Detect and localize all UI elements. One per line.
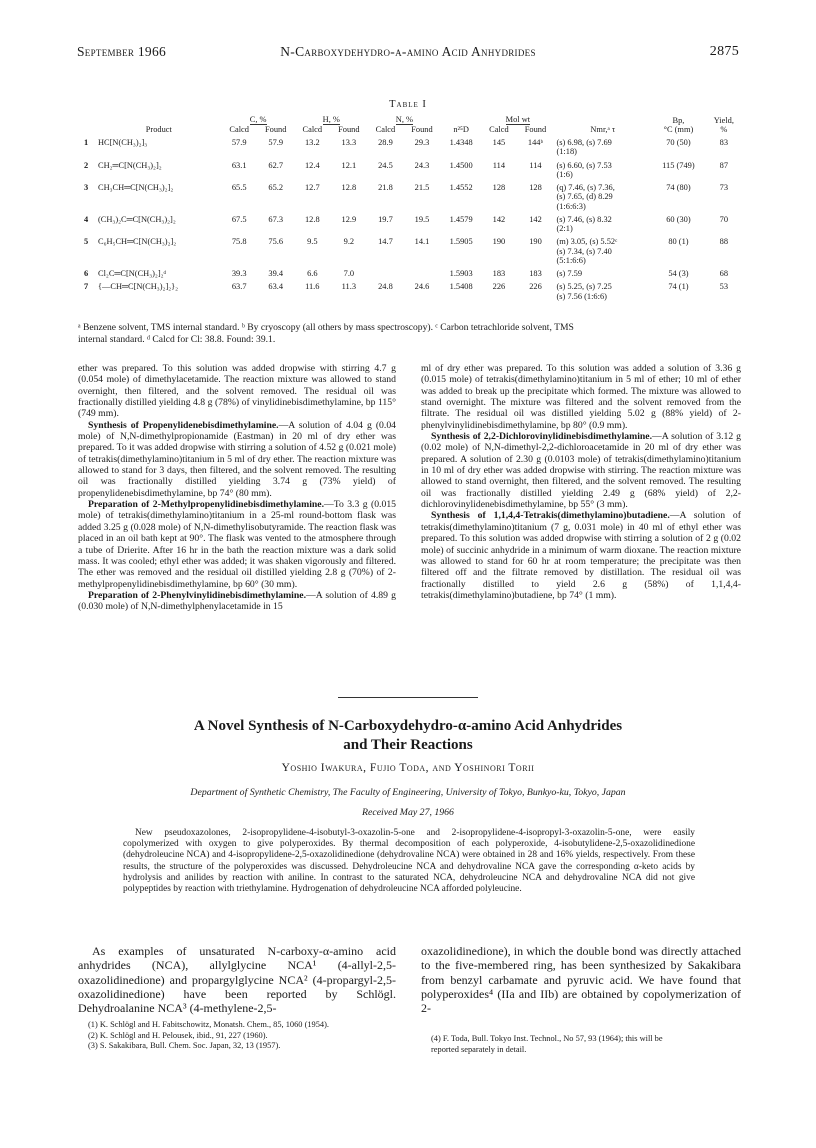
cell-n-calcd: 19.7 [378,214,393,224]
section-heading: Synthesis of 1,1,4,4-Tetrakis(dimethylamino)butadiene. [431,510,670,522]
header-c-calcd: Calcd [229,125,249,134]
cell-n-calcd: 24.5 [378,160,393,170]
reference-item: (4) F. Toda, Bull. Tokyo Inst. Technol., No 57, 93 (1964); this will be [431,1034,663,1043]
cell-c-found: 67.3 [268,214,284,224]
right-text-column [421,363,741,601]
cell-c-calcd: 57.9 [231,138,247,148]
cell-nmr [554,179,651,211]
cell-n-found: 14.1 [414,237,430,247]
nmr-line: (s) 6.98, (s) 7.69 [556,138,612,148]
cell-mw-found: 114 [529,160,542,170]
cell-h-calcd: 12.4 [304,160,320,170]
cell-nmr [554,134,651,156]
article-title-line: and Their Reactions [343,737,473,753]
table-body [82,134,742,301]
cell-n-found: 19.5 [414,214,430,224]
cell-nd: 1.4500 [449,160,473,170]
nmr-line: (s) 6.60, (s) 7.53 [556,160,612,170]
product-formula: C₆H₅CH═C[N(CH₃)₂]₂ [98,237,177,247]
cell-c-found: 57.9 [268,138,284,148]
cell-h-calcd: 12.8 [304,214,320,224]
nmr-line: (1:6) [556,169,573,179]
cell-n-calcd: 28.9 [378,138,393,148]
cell-n-found: 21.5 [414,183,430,193]
reference-item: (2) K. Schlögl and H. Pelousek, ibid., 91, 227 (1960). [88,1030,268,1040]
product-formula: HC[N(CH₃)₂]₃ [98,138,148,148]
cell-yield: 53 [719,282,729,292]
cell-n-found: 24.6 [414,282,430,292]
group-header-h: H, % [322,115,340,124]
reference-item: (3) S. Sakakibara, Bull. Chem. Soc. Japan, 32, 13 (1957). [88,1041,281,1050]
nmr-line: (s) 7.46, (s) 8.32 [556,214,612,224]
product-formula: {—CH═C[N(CH₃)₂]₂}₂ [98,282,179,292]
nmr-line: (2:1) [556,224,573,234]
product-formula: Cl₂C═C[N(CH₃)₂]₂ᵈ [98,269,167,279]
header-mw-found: Found [524,125,547,134]
header-bp-unit: °C (mm) [663,125,694,134]
cell-yield: 83 [719,138,729,148]
article-authors: Yoshio Iwakura, Fujio Toda, and Yoshinori Torii [281,762,535,774]
cell-h-found: 12.9 [341,214,357,224]
header-yield: Yield, [713,115,734,125]
product-formula: CH₃CH═C[N(CH₃)₂]₂ [98,183,174,193]
cell-mw-found: 142 [529,214,542,224]
cell-c-calcd: 67.5 [231,214,247,224]
header-c-found: Found [265,125,287,134]
cell-c-calcd: 75.8 [231,237,247,247]
reference-item: (1) K. Schlögl and H. Fabitschowitz, Monatsh. Chem., 85, 1060 (1954). [88,1020,329,1029]
cell-c-found: 75.6 [268,237,284,247]
references-right [431,1034,743,1055]
paragraph [78,590,396,613]
cell-bp: 70 (50) [666,138,691,148]
nmr-line: (m) 3.05, (s) 5.52ᶜ [556,237,618,247]
cell-h-found: 13.3 [341,138,357,148]
cell-n-calcd: 14.7 [378,237,393,247]
table-row [82,179,742,211]
references-left [88,1020,398,1052]
table-row [82,157,742,179]
cell-mw-found: 183 [529,269,542,279]
row-index: 3 [84,183,89,193]
section-heading: Preparation of 2-Phenylvinylidinebisdimethylamine. [88,589,306,601]
cell-mw-calcd: 190 [492,237,506,247]
table-footnote-line: ᵃ Benzene solvent, TMS internal standard. ᵇ By cryoscopy (all others by mass spectroscopy). ᶜ Carbon tetrachloride solvent, TMS [78,322,574,333]
cell-c-found: 65.2 [268,183,284,193]
cell-nmr [554,278,651,300]
paragraph-text: —To 3.3 g (0.015 mole) of tetrakis(dimethylamino)titanium in a 25-ml round-bottom flask was added 3.25 g (0.028 mole) of N,N-dimethylisobutyramide. The reaction flask was placed in an oil bath kept at 90°. The flask was vented to the atmosphere through a tube of Drierite. After 16 hr in the bath the reaction mixture was a dark solid mass. It was cooled; ethyl ether was added; it was shaken vigorously and filtered. The ether was removed and the residual oil distilled yielding 2.8 g (70%) of 2-methylpropenylidinebisdimethylamine, bp 60° (30 mm). [78,499,397,590]
cell-bp: 60 (30) [666,214,691,224]
section-heading: Preparation of 2-Methylpropenylidinebisdimethylamine. [88,499,325,511]
cell-h-found: 12.8 [341,183,357,193]
paragraph [78,420,396,499]
cell-mw-calcd: 183 [492,269,506,279]
product-formula: CH₂═C[N(CH₃)₂]₂ [98,160,162,170]
cell-mw-found: 226 [529,282,542,292]
nmr-line: (1:6:6:3) [556,201,586,211]
group-header-mol: Mol wt [505,115,531,124]
header-nmr: Nmr,ᵃ τ [590,125,616,134]
cell-h-calcd: 11.6 [305,282,320,292]
paragraph [421,431,741,510]
cell-n-found: 24.3 [414,160,430,170]
left-text-column [78,363,396,613]
cell-h-found: 9.2 [343,237,355,247]
nmr-line: (5:1:6:6) [556,255,586,265]
cell-h-found: 12.1 [341,160,357,170]
header-nd: n²⁵D [453,125,469,134]
article-body-left: As examples of unsaturated N-carboxy-α-amino acid anhydrides (NCA), allylglycine NCA¹ (4-allyl-2,5-oxazolidinedione) and propargylglycine NCA² (4-propargyl-2,5-oxazolidinedione) have been reported by Schlögl. Dehydroalanine NCA³ (4-methylene-2,5- [78,944,396,1016]
article-body-right: oxazolidinedione), in which the double bond was directly attached to the five-membered ring, has been synthesized by Sakakibara from benzyl carbamate and pyruvic acid. We have found that polyperoxides⁴ (IIa and IIb) are obtained by copolymerization of 2- [421,944,741,1016]
table-row [82,278,742,300]
cell-nmr [554,211,651,233]
cell-nmr [554,233,651,265]
table-row [82,233,742,265]
paragraph [421,510,741,601]
cell-yield: 73 [719,183,729,193]
nmr-line: (s) 7.34, (s) 7.40 [556,246,612,256]
cell-nd: 1.4552 [449,183,473,193]
cell-c-found: 62.7 [268,160,284,170]
cell-n-calcd: 21.8 [378,183,393,193]
cell-c-found: 39.4 [268,269,284,279]
nmr-line: (1:18) [556,147,577,157]
row-index: 4 [84,214,89,224]
header-n-calcd: Calcd [375,125,396,134]
cell-mw-calcd: 114 [492,160,506,170]
cell-h-calcd: 9.5 [307,237,318,247]
nmr-line: (s) 5.25, (s) 7.25 [556,282,612,292]
row-index: 6 [84,269,89,279]
cell-mw-calcd: 128 [492,183,506,193]
cell-bp: 74 (80) [666,183,691,193]
cell-nmr [554,157,651,179]
cell-h-calcd: 13.2 [304,138,320,148]
cell-yield: 87 [719,160,729,170]
article-abstract: New pseudoxazolones, 2-isopropylidene-4-isobutyl-3-oxazolin-5-one and 2-isopropylidene-4-isopropyl-3-oxazolin-5-one, were easily copolymerized with oxygen to give polyperoxides. By thermal decomposition of each polyperoxide, 4-isobutylidene-2,5-oxazolidinedione (dehydroleucine NCA) and 4-isopropylidene-2,5-oxazolidinedione (dehydrovaline NCA) were obtained in 28 and 16% yields, respectively. From these results, the structure of the polyperoxides was discussed. Dehydroleucine NCA and dehydrovaline NCA gave the corresponding α-keto acids by hydrolysis and anilides by reaction with aniline. In contrast to the saturated NCA, dehydroleucine NCA and dehydrovaline NCA did not give polypeptides by reaction with triethylamine. Hydrogenation of dehydroleucine NCA afforded polyleucine. [123,828,695,895]
table-header-row [82,125,742,134]
cell-c-found: 63.4 [268,282,284,292]
cell-nmr [554,265,651,278]
row-index: 1 [84,138,89,148]
cell-h-calcd: 6.6 [307,269,318,279]
page-number: 2875 [709,44,739,59]
cell-mw-found: 190 [529,237,542,247]
cell-bp: 115 (749) [662,160,695,170]
product-formula: (CH₃)₂C═C[N(CH₃)₂]₂ [98,214,176,224]
cell-nd: 1.5903 [449,269,473,279]
cell-mw-calcd: 145 [492,138,506,148]
paragraph-text: —A solution of 4.04 g (0.04 mole) of N,N-dimethylpropionamide (Eastman) in 20 ml of dry ether was prepared. To it was added dropwise with stirring a solution of 4.52 g (0.021 mole) of tetrakis(dimethylamino)titanium in 5 ml of dry ether. The reaction mixture was allowed to stand for 3 days, then filtered, and the solvent removed. The resulting oil was fractionally distilled yielding 3.74 g (73% yield) of propenylidenebisdimethylamine, bp 74° (80 mm). [78,419,397,499]
cell-c-calcd: 65.5 [231,183,247,193]
running-head-date: September 1966 [77,44,167,59]
nmr-line: (s) 7.59 [556,269,583,279]
header-n-found: Found [411,125,433,134]
cell-h-found: 7.0 [343,269,355,279]
article-affiliation: Department of Synthetic Chemistry, The Faculty of Engineering, University of Tokyo, Bunkyo-ku, Tokyo, Japan [190,787,626,798]
cell-bp: 74 (1) [668,282,689,292]
table-row [82,211,742,233]
cell-nd: 1.5408 [449,282,473,292]
cell-n-calcd: 24.8 [378,282,393,292]
header-h-calcd: Calcd [302,125,323,134]
article-title-line: A Novel Synthesis of N-Carboxydehydro-α-amino Acid Anhydrides [193,718,623,734]
running-head-title: N-Carboxydehydro-α-amino Acid Anhydrides [280,44,536,59]
section-heading: Synthesis of 2,2-Dichlorovinylidinebisdimethylamine. [431,431,652,443]
cell-yield: 70 [719,214,729,224]
cell-n-found: 29.3 [414,138,430,148]
table-row [82,265,742,278]
article-received-date: Received May 27, 1966 [362,807,454,818]
header-bp: Bp, [672,115,685,125]
table-group-header-row [82,115,742,125]
data-table [82,115,742,301]
cell-n-calcd [368,265,403,278]
paragraph: ml of dry ether was prepared. To this solution was added a solution of 3.36 g (0.015 mole) of tetrakis(dimethylamino)titanium in 5 ml of ether; 10 ml of ether was added to break up the precipitate which formed. The mixture was allowed to stand overnight. The mixture was filtered and the solvent removed from the filtrate. The residual oil was distilled yielding 5.02 g (88% yield) of 2-phenylvinylidinebisdimethylamine, bp 80° (0.9 mm). [421,363,741,431]
cell-mw-found: 144ᵇ [527,138,544,148]
group-header-c: C, % [249,115,267,124]
header-product: Product [145,125,172,134]
cell-yield: 68 [719,269,729,279]
nmr-line: (q) 7.46, (s) 7.36, [556,183,615,193]
header-mw-calcd: Calcd [489,125,509,134]
cell-n-found [403,265,441,278]
paragraph-text: —A solution of 3.12 g (0.02 mole) of N,N-dimethyl-2,2-dichloroacetamide in 20 ml of dry ether was prepared. A solution of 2.30 g (0.0103 mole) of tetrakis(dimethylamino)titanium in 10 ml of dry ether was added dropwise with stirring. The reaction mixture was allowed to stand overnight, then filtered, and the solvent removed. The resulting oil was fractionally distilled yielding 2.49 g (68% yield) of 2,2-dichlorovinylidenebisdimethylamine, bp 55° (3 mm). [421,431,741,511]
row-index: 2 [84,160,89,170]
cell-h-found: 11.3 [341,282,357,292]
article-title [60,717,756,755]
cell-nd: 1.4348 [449,138,473,148]
cell-nd: 1.5905 [449,237,473,247]
cell-h-calcd: 12.7 [304,183,320,193]
nmr-line: (s) 7.65, (d) 8.29 [556,192,613,202]
paragraph-text: —A solution of tetrakis(dimethylamino)titanium (7 g, 0.031 mole) in 40 ml of ethyl ether was prepared. To this solution was added dropwise with stirring a solution of 2 g (0.02 mole) of succinic anhydride in a minimum of warm dioxane. The reaction mixture was allowed to stand for 60 hr at room temperature; the precipitate was then filtered off and the filtrate removed by distillation. The residual oil was fractionally distilled to yield 2.6 g (58%) of 1,1,4,4-tetrakis(dimethylamino)butadiene, bp 74° (1 mm). [421,510,741,601]
cell-yield: 88 [719,237,729,247]
cell-bp: 54 (3) [668,269,689,279]
cell-nd: 1.4579 [449,214,473,224]
cell-c-calcd: 63.1 [231,160,247,170]
article-divider [338,697,478,698]
paragraph [78,499,396,590]
cell-mw-found: 128 [529,183,542,193]
nmr-line: (s) 7.56 (1:6:6) [556,291,607,301]
cell-bp: 80 (1) [668,237,689,247]
cell-c-calcd: 39.3 [231,269,247,279]
cell-c-calcd: 63.7 [231,282,247,292]
header-h-found: Found [338,125,360,134]
section-heading: Synthesis of Propenylidenebisdimethylamine. [88,419,279,431]
table-caption: Table I [389,99,427,110]
table-footnotes [78,322,740,346]
table-row [82,134,742,156]
row-index: 7 [84,282,89,292]
header-yield-unit: % [720,125,728,134]
paragraph-text: —A solution of 4.89 g (0.030 mole) of N,N-dimethylphenylacetamide in 15 [78,589,396,613]
cell-mw-calcd: 142 [492,214,506,224]
running-head [77,44,739,64]
group-header-n: N, % [395,115,414,124]
table-footnote-line: internal standard. ᵈ Calcd for Cl: 38.8. Found: 39.1. [78,333,276,345]
reference-item: reported separately in detail. [431,1044,527,1054]
paragraph: ether was prepared. To this solution was added dropwise with stirring 4.7 g (0.054 mole) of dimethylacetamide. The reaction mixture was allowed to stand overnight, then filtered, and the solvent removed. The residual oil was fractionally distilled yielding 4.8 g (78%) of vinylidinebisdimethylamine, bp 115° (749 mm). [78,363,396,420]
cell-mw-calcd: 226 [492,282,506,292]
row-index: 5 [84,237,89,247]
